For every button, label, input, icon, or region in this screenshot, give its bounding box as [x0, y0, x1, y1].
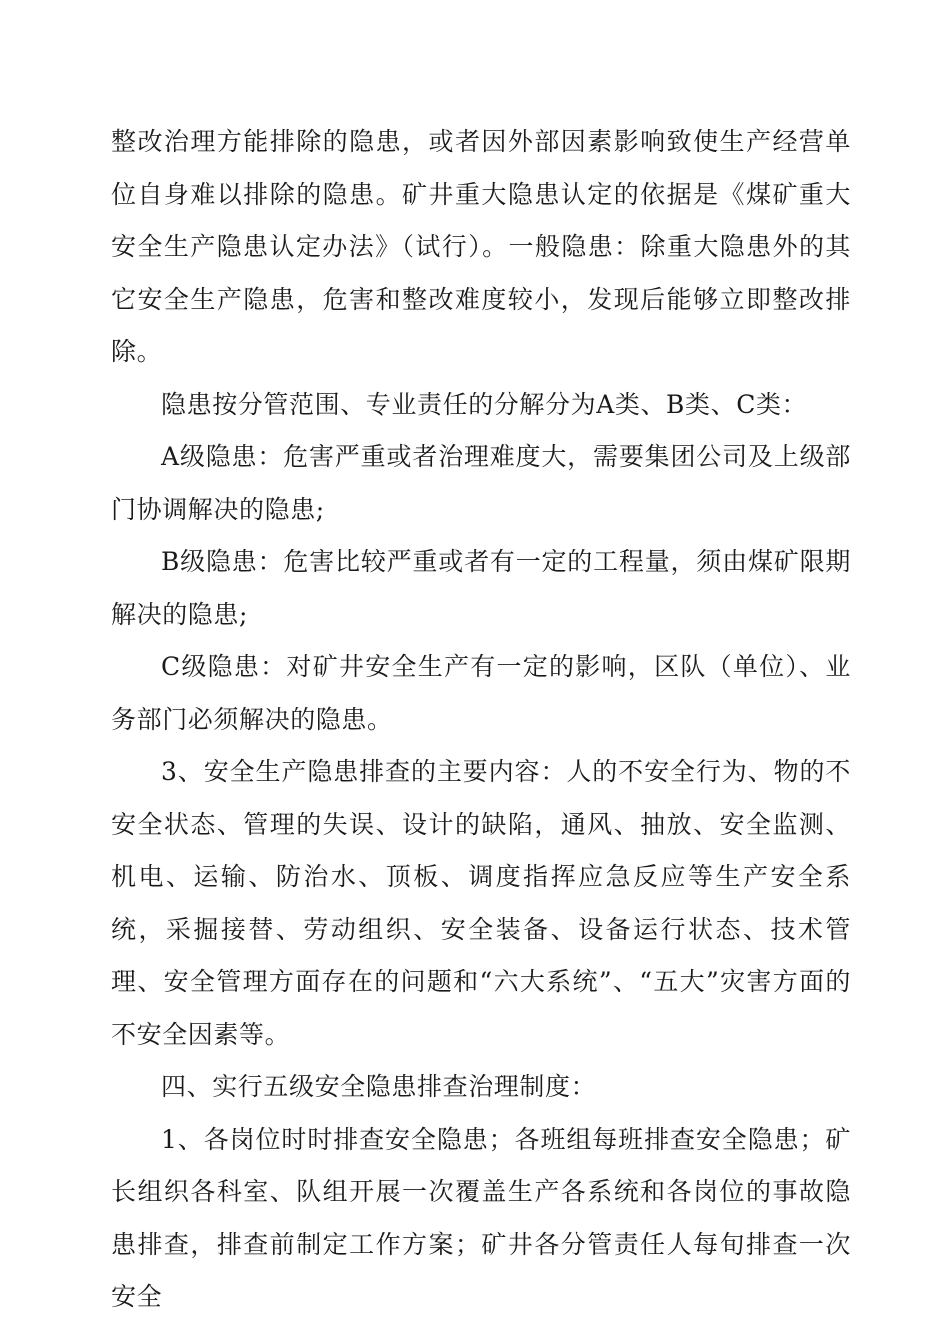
paragraph-4: B级隐患：危害比较严重或者有一定的工程量，须由煤矿限期解决的隐患;: [111, 547, 851, 629]
paragraph-5: C级隐患：对矿井安全生产有一定的影响，区队（单位）、业务部门必须解决的隐患。: [111, 652, 851, 734]
paragraph-8: 1、各岗位时时排查安全隐患；各班组每班排查安全隐患；矿长组织各科室、队组开展一次覆盖生产各系统和各岗位的事故隐患排查，排查前制定工作方案；矿井各分管责任人每旬排查一次安全: [111, 1124, 851, 1311]
paragraph-1: 整改治理方能排除的隐患，或者因外部因素影响致使生产经营单位自身难以排除的隐患。矿井重大隐患认定的依据是《煤矿重大安全生产隐患认定办法》（试行）。一般隐患：除重大隐患外的其它安全生产隐患，危害和整改难度较小，发现后能够立即整改排除。: [111, 127, 851, 366]
paragraph-7: 四、实行五级安全隐患排查治理制度：: [161, 1072, 597, 1101]
paragraph-3: A级隐患：危害严重或者治理难度大，需要集团公司及上级部门协调解决的隐患;: [111, 442, 851, 524]
paragraph-2: 隐患按分管范围、专业责任的分解分为A类、B类、C类：: [161, 389, 808, 419]
document-body: [111, 116, 851, 1324]
paragraph-6: 3、安全生产隐患排查的主要内容：人的不安全行为、物的不安全状态、管理的失误、设计的缺陷，通风、抽放、安全监测、机电、运输、防治水、顶板、调度指挥应急反应等生产安全系统，采掘接替、劳动组织、安全装备、设备运行状态、技术管理、安全管理方面存在的问题和“六大系统”、“五大”灾害方面的不安全因素等。: [111, 757, 851, 1049]
